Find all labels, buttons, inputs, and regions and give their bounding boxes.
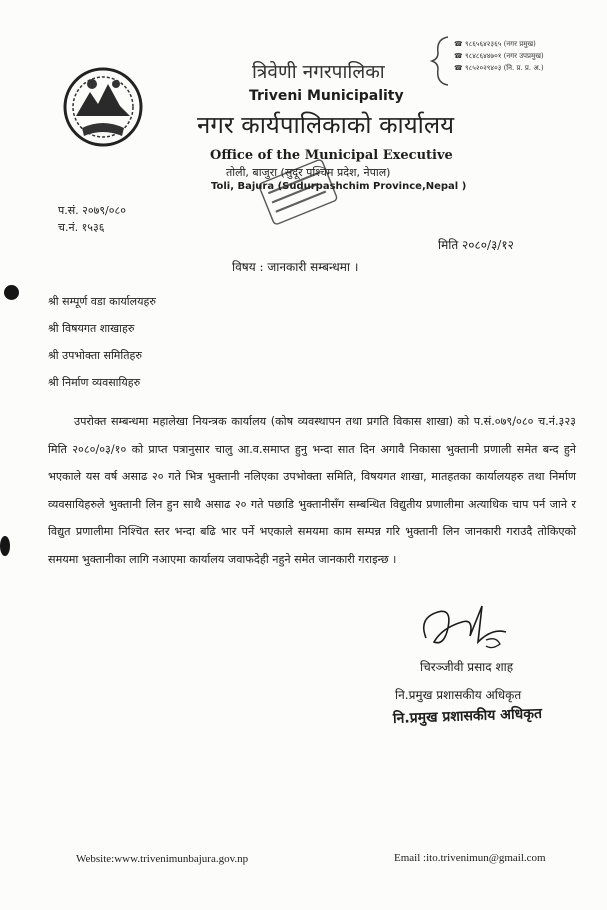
office-seal-stamp [258, 152, 338, 232]
letter-body [48, 408, 576, 573]
phone-deputy-mayor: ☎ ९८४८६४४७०१ (नगर उपप्रमुख) [454, 52, 544, 60]
signer-designation: नि.प्रमुख प्रशासकीय अधिकृत [395, 688, 522, 702]
address-en: Toli, Bajura (Sudurpashchim Province,Nepal ) [211, 181, 467, 192]
designation-stamp: नि.प्रमुख प्रशासकीय अधिकृत [392, 705, 543, 727]
phone-cao: ☎ ९८५२०२९४०३ (नि. प्र. प्र. अ.) [454, 64, 544, 72]
letter-date: मिति २०८०/३/१२ [438, 238, 514, 252]
phone-list [454, 38, 544, 74]
nepal-emblem-icon [62, 66, 144, 148]
recipient-ward-offices: श्री सम्पूर्ण वडा कार्यालयहरु [48, 295, 156, 308]
punch-hole-bottom [0, 536, 10, 556]
phone-brace-icon [430, 35, 452, 87]
footer-website: Website:www.trivenimunbajura.gov.np [76, 853, 249, 865]
reference-number: प.सं. २०७९/०८० [58, 204, 126, 217]
letter-body-paragraph: उपरोक्त सम्बन्धमा महालेखा नियन्त्रक कार्यालय (कोष व्यवस्थापन तथा प्रगति विकास शाखा) को प.सं.०७९/०८० च.नं.३२३ मिति २०८०/०३/१० को प्राप्त पत्रानुसार चालु आ.व.समाप्त हुनु भन्दा सात दिन अगावै निकासा भुक्तानी प्रणाली समेत बन्द हुने भएकाले यस वर्ष असाढ २० गते भित्र भुक्तानी नलिएका उपभोक्ता समिति, विषयगत शाखा, मातहतका कार्यालयहरु तथा निर्माण व्यवसायिहरुले भुक्तानी लिन हुन साथै असाढ २० गते पछाडि भुक्तानीसँग सम्बन्धित विद्युतीय प्रणालीमा अत्याधिक चाप पर्न जाने र विद्युत प्रणालीमा निश्चित स्तर भन्दा बढि भार पर्ने भएकाले समयमा काम सम्पन्न गरि भुक्तानी लिन जानकारी गराउदै तोकिएको समयमा भुक्तानीका लागि नआएमा कार्यालय जवाफदेही नहुने समेत जानकारी गराइन्छ । [48, 415, 576, 566]
office-name-en: Office of the Municipal Executive [210, 148, 453, 163]
signer-name: चिरञ्जीवी प्रसाद शाह [420, 660, 514, 674]
recipient-list [48, 288, 156, 396]
dispatch-number: च.नं. १५३६ [58, 221, 105, 234]
punch-hole-top [4, 285, 19, 300]
letter-subject: विषय : जानकारी सम्बन्धमा । [232, 260, 359, 274]
municipality-name-en: Triveni Municipality [249, 88, 404, 104]
address-np: तोली, बाजुरा (सुदूर पश्चिम प्रदेश, नेपाल) [226, 166, 391, 179]
phone-mayor: ☎ ९८६५६४२३६५ (नगर प्रमुख) [454, 40, 536, 48]
recipient-contractors: श्री निर्माण व्यवसायिहरु [48, 376, 141, 389]
office-name-np: नगर कार्यपालिकाको कार्यालय [197, 111, 455, 139]
handwritten-signature [412, 598, 516, 656]
municipality-name-np: त्रिवेणी नगरपालिका [252, 61, 385, 83]
recipient-consumer-committees: श्री उपभोक्ता समितिहरु [48, 349, 142, 362]
reference-block [58, 202, 126, 236]
footer-email: Email :ito.trivenimun@gmail.com [394, 852, 546, 864]
recipient-sections: श्री विषयगत शाखाहरु [48, 322, 135, 335]
